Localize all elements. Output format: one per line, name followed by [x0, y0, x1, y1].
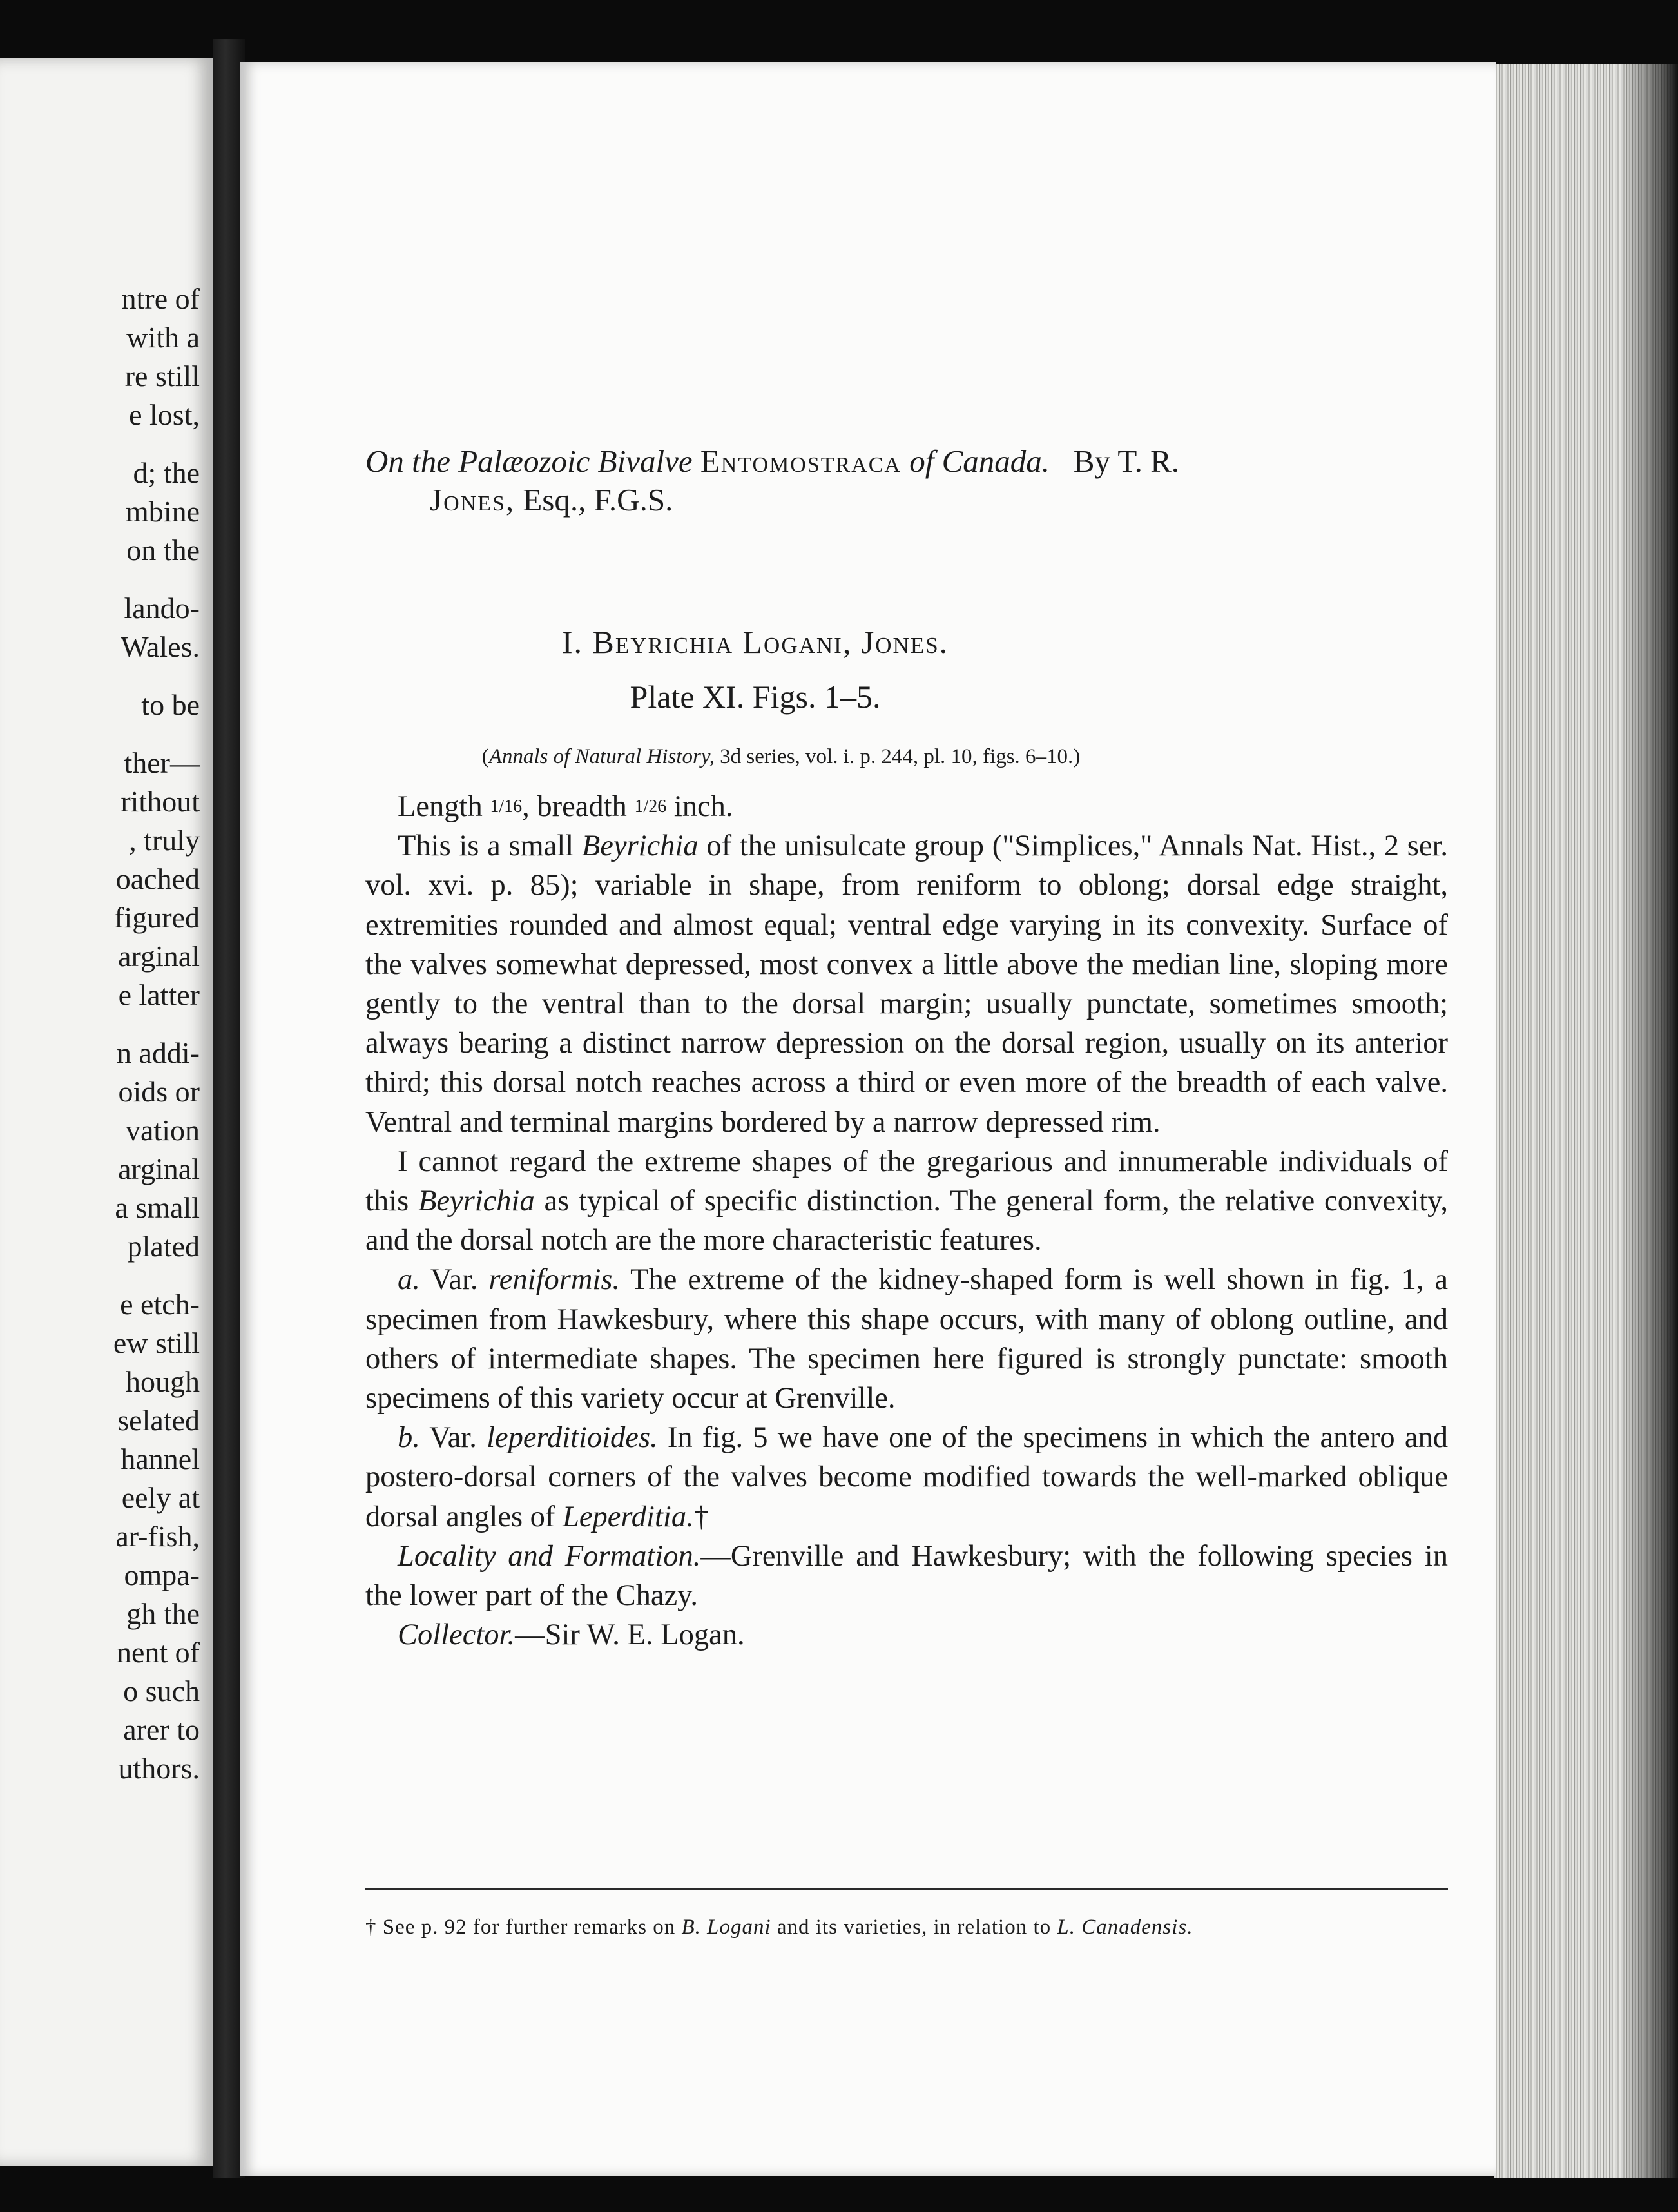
left-page-line: hough	[126, 1365, 200, 1398]
p5-text: In fig. 5 we have one of the specimens in which the antero and postero-dorsal corners of the valves become modified towards the well-marked oblique dorsal angles of	[365, 1421, 1449, 1533]
p3-text-b: as typical of specific distinction. The general form, the relative convexity, and the dorsal notch are the more characteristic features.	[365, 1185, 1449, 1257]
p3-genus: Beyrichia	[418, 1185, 535, 1218]
left-page-line: a small	[115, 1191, 200, 1224]
footnote	[365, 1910, 1448, 1944]
p4-text: The extreme of the kidney-shaped form is well shown in fig. 1, a specimen from Hawkesbury, where this shape occurs, with many of oblong outline, and others of intermediate shapes. The specimen here figured is strongly punctate: smooth specimens of this variety occur at Grenville.	[365, 1263, 1448, 1415]
unit-label: inch.	[673, 790, 733, 823]
article-title-line-1	[365, 442, 1496, 481]
left-page-line: plated	[127, 1230, 200, 1263]
left-page-line: eely at	[121, 1481, 200, 1514]
left-page-line: nent of	[116, 1636, 200, 1669]
left-page-line: to be	[141, 688, 200, 721]
p5-label: b.	[398, 1421, 420, 1455]
left-page-line: arginal	[118, 940, 200, 973]
p5-variety-name: leperditioides.	[487, 1421, 658, 1455]
left-page-line: ther—	[124, 746, 200, 779]
left-page-line: ompa-	[124, 1558, 200, 1591]
left-page-line: oids or	[118, 1075, 200, 1108]
locality-label: Locality and Formation.	[398, 1539, 701, 1573]
left-page-line: ar-fish,	[115, 1520, 200, 1553]
left-page-line: oached	[115, 862, 200, 895]
p2-genus: Beyrichia	[581, 830, 699, 863]
title-by-author: By T. R.	[1073, 443, 1180, 479]
left-page-line: with a	[126, 321, 200, 354]
title-author-credentials: Esq., F.G.S.	[523, 482, 673, 518]
left-facing-page	[0, 58, 213, 2166]
left-page-line: ew still	[113, 1326, 200, 1359]
left-page-line: arer to	[123, 1713, 200, 1746]
left-page-line: e etch-	[120, 1288, 200, 1321]
article-title-line-2	[430, 481, 1496, 519]
p4-variety-name: reniformis.	[488, 1263, 621, 1297]
paragraph-dimensions	[365, 787, 1448, 826]
footnote-mark: †	[693, 1500, 709, 1533]
paragraph-var-reniformis	[365, 1260, 1448, 1418]
plate-heading: Plate XI. Figs. 1–5.	[630, 679, 881, 715]
left-page-line: mbine	[126, 495, 200, 528]
left-page-line: figured	[114, 901, 200, 934]
left-page-line: arginal	[118, 1152, 200, 1185]
left-page-line: , truly	[129, 824, 200, 857]
p3-text-a: I cannot regard the extreme shapes of the gregarious and innumerable individuals of this	[365, 1145, 1448, 1218]
paragraph-collector	[365, 1615, 1448, 1654]
left-page-line: uthors.	[118, 1752, 200, 1785]
body-text	[365, 787, 1448, 1654]
left-page-line: d; the	[133, 456, 200, 489]
footnote-species: B. Logani	[681, 1916, 771, 1939]
p4-var: Var.	[430, 1263, 478, 1297]
collector-text: —Sir W. E. Logan.	[515, 1618, 745, 1652]
length-label: Length	[398, 790, 483, 823]
left-page-line: n addi-	[116, 1036, 200, 1069]
footnote-species-2: L. Canadensis.	[1057, 1916, 1193, 1939]
left-page-line: re still	[124, 360, 200, 393]
left-page-line: Wales.	[121, 630, 200, 663]
p5-var: Var.	[429, 1421, 477, 1455]
title-author-name: Jones,	[430, 482, 516, 518]
footnote-text-a: † See p. 92 for further remarks on	[365, 1916, 676, 1939]
left-page-line: lando-	[124, 592, 200, 625]
species-heading: I. Beyrichia Logani, Jones.	[561, 624, 949, 660]
p5-genus: Leperditia.	[563, 1500, 694, 1533]
p2-text-a: This is a small	[398, 830, 574, 863]
left-page-line: rithout	[121, 785, 200, 818]
left-page-line: hannel	[121, 1442, 200, 1475]
footnote-text-c: and its varieties, in relation to	[776, 1916, 1052, 1939]
main-page	[240, 62, 1496, 2176]
paragraph-var-leperditioides	[365, 1418, 1448, 1537]
title-on: On the	[365, 443, 450, 479]
left-page-line: e lost,	[129, 398, 200, 431]
paragraph-locality	[365, 1537, 1448, 1615]
p2-text-b: of the unisulcate group ("Simplices," Annals Nat. Hist., 2 ser. vol. xvi. p. 85); variable in shape, from reniform to oblong; dorsal edge straight, extremities rounded and almost equal; ventral edge varying in its convexity. Surface of the valves somewhat depressed, most convex a little above the median line, sloping more gently to the ventral than to the dorsal margin; usually punctate, sometimes smooth; always bearing a distinct narrow depression on the dorsal region, usually on its anterior third; this dorsal notch reaches across a third or even more of the breadth of each valve. Ventral and terminal margins bordered by a narrow depressed rim.	[365, 830, 1449, 1139]
page-edges	[1494, 64, 1678, 2178]
title-canada: Canada.	[941, 443, 1050, 479]
breadth-label: , breadth	[522, 790, 627, 823]
reference-line: (Annals of Natural History, 3d series, vol. i. p. 244, pl. 10, figs. 6–10.)	[481, 745, 1081, 768]
left-page-line: o such	[123, 1674, 200, 1707]
title-entomostraca: Entomostraca	[700, 443, 902, 479]
footnote-rule	[365, 1888, 1448, 1890]
left-page-line: gh the	[126, 1597, 200, 1630]
left-page-line: vation	[126, 1114, 200, 1147]
left-page-line: e latter	[118, 978, 200, 1011]
p4-label: a.	[398, 1263, 420, 1297]
paragraph-distinction	[365, 1142, 1448, 1261]
reference-journal: Annals of Natural History,	[488, 745, 715, 768]
title-of: of	[909, 443, 934, 479]
breadth-fraction: 1/26	[634, 797, 667, 817]
left-page-line: on the	[126, 534, 200, 567]
locality-text: —Grenville and Hawkesbury; with the following species in the lower part of the Chazy.	[365, 1539, 1448, 1613]
left-page-line: selated	[117, 1404, 200, 1437]
reference-details: 3d series, vol. i. p. 244, pl. 10, figs. 6–10.	[720, 745, 1074, 768]
title-palaeozoic-bivalve: Palæozoic Bivalve	[458, 443, 693, 479]
length-fraction: 1/16	[490, 797, 523, 817]
paragraph-description	[365, 826, 1448, 1142]
collector-label: Collector.	[398, 1618, 516, 1652]
left-page-line: ntre of	[121, 282, 200, 315]
